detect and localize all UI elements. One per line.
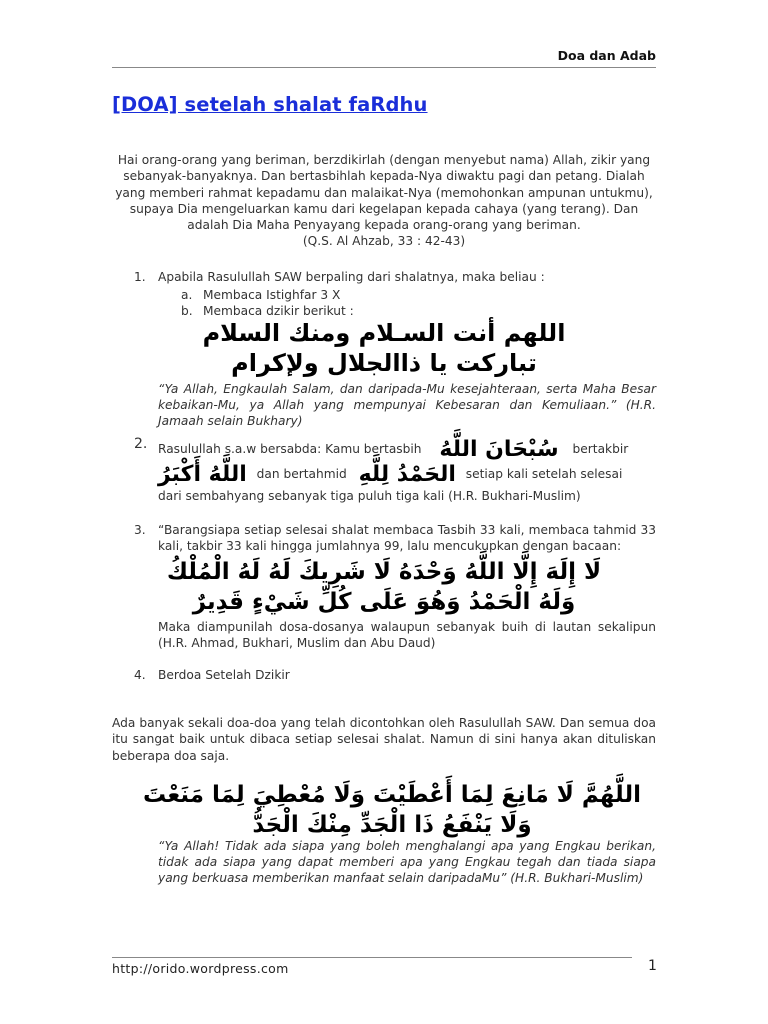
list-item-3	[112, 522, 656, 556]
intro-quote	[112, 152, 656, 250]
sub-marker: a.	[181, 288, 193, 302]
sub-text: Membaca dzikir berikut :	[203, 304, 354, 318]
arabic-line: تباركت يا ذاالجلال ولإكرام	[231, 349, 537, 377]
arabic-dzikir-salam	[112, 318, 656, 378]
arabic-line: وَلَهُ الْحَمْدُ وَهُوَ عَلَى كُلِّ شَيْءٍ قَدِيرٌ	[192, 589, 576, 615]
list-number: 2.	[134, 436, 148, 452]
arabic-doa	[112, 780, 672, 840]
body-paragraph: Ada banyak sekali doa-doa yang telah dicontohkan oleh Rasulullah SAW. Dan semua doa itu sangat baik untuk dibaca setiap selesai shalat. Namun di sini hanya akan dituliskan beberapa doa saja.	[112, 716, 656, 763]
list-text: setiap kali setelah selesai	[465, 467, 623, 481]
footer-rule	[112, 957, 632, 958]
translation-quote: “Ya Allah, Engkaulah Salam, dan daripada-Mu kesejahteraan, serta Maha Besar kebaikan-Mu, ya Allah yang mempunyai Kebesaran dan Kemuliaan.” (H.R. Jamaah selain Bukhary)	[158, 382, 656, 428]
list-line	[158, 436, 656, 463]
intro-line: adalah Dia Maha Penyayang kepada orang-orang yang beriman.	[187, 218, 581, 233]
arabic-line: اللَّهُمَّ لَا مَانِعَ لِمَا أَعْطَيْتَ وَلَا مُعْطِيَ لِمَا مَنَعْتَ	[143, 782, 641, 808]
page-title[interactable]: [DOA] setelah shalat faRdhu	[112, 93, 428, 116]
header-title: Doa dan Adab	[557, 48, 656, 63]
sub-item-a	[181, 288, 340, 302]
intro-line: supaya Dia mengeluarkan kamu dari kegelapan kepada cahaya (yang terang). Dan	[129, 201, 639, 216]
arabic-line: اللهم أنت السـلام ومنك السلام	[202, 319, 566, 347]
item-3-after: Maka diampunilah dosa-dosanya walaupun sebanyak buih di lautan sekalipun (H.R. Ahmad, Bukhari, Muslim dan Abu Daud)	[158, 620, 656, 650]
sub-marker: b.	[181, 304, 193, 318]
list-number: 4.	[134, 668, 146, 682]
arabic-tahlil	[112, 557, 656, 617]
list-text-wrapper	[158, 436, 656, 504]
intro-line: Hai orang-orang yang beriman, berzdikirlah (dengan menyebut nama) Allah, zikir yang	[117, 153, 651, 167]
intro-line: yang memberi rahmat kepadamu dan malaikat-Nya (memohonkan ampunan untukmu),	[115, 185, 653, 200]
list-text: bertakbir	[572, 442, 629, 456]
intro-line: sebanyak-banyaknya. Dan bertasbihlah kepada-Nya diwaktu pagi dan petang. Dialah	[123, 169, 645, 184]
header-rule	[112, 67, 656, 68]
list-text: dan bertahmid	[256, 467, 347, 481]
sub-text: Membaca Istighfar 3 X	[203, 288, 341, 302]
sub-item-b	[181, 304, 354, 318]
arabic-takbir: اللَّهُ أَكْبَرُ	[158, 462, 247, 487]
intro-line: (Q.S. Al Ahzab, 33 : 42-43)	[302, 234, 466, 249]
arabic-line: لَا إِلَهَ إِلَّا اللَّهُ وَحْدَهُ لَا شَرِيكَ لَهُ لَهُ الْمُلْكُ	[166, 559, 602, 585]
page-number: 1	[648, 958, 657, 974]
list-text: Rasulullah s.a.w bersabda: Kamu bertasbih	[158, 442, 422, 456]
list-line	[158, 461, 656, 488]
arabic-tasbih: سُبْحَانَ اللَّهُ	[439, 437, 559, 462]
list-text: Apabila Rasulullah SAW berpaling dari shalatnya, maka beliau :	[158, 270, 545, 284]
doa-translation-quote: “Ya Allah! Tidak ada siapa yang boleh menghalangi apa yang Engkau berikan, tidak ada siapa yang dapat memberi apa yang Engkau tegah dan tiada siapa yang berkuasa memberikan manfaat selain daripadaMu” (H.R. Bukhari-Muslim)	[158, 839, 656, 885]
list-number: 3.	[134, 523, 146, 537]
arabic-line: وَلَا يَنْفَعُ ذَا الْجَدِّ مِنْكَ الْجَدُّ	[252, 812, 532, 838]
arabic-tahmid: الحَمْدُ لِلَّهِ	[358, 462, 456, 487]
list-line: dari sembahyang sebanyak tiga puluh tiga kali (H.R. Bukhari-Muslim)	[158, 489, 581, 503]
list-item-2	[112, 436, 656, 503]
list-text: “Barangsiapa setiap selesai shalat membaca Tasbih 33 kali, membaca tahmid 33 kali, takbir 33 kali hingga jumlahnya 99, lalu mencukupkan dengan bacaan:	[158, 523, 656, 553]
list-number: 1.	[134, 270, 146, 284]
footer-link[interactable]: http://orido.wordpress.com	[112, 961, 289, 976]
list-text: Berdoa Setelah Dzikir	[158, 668, 290, 682]
